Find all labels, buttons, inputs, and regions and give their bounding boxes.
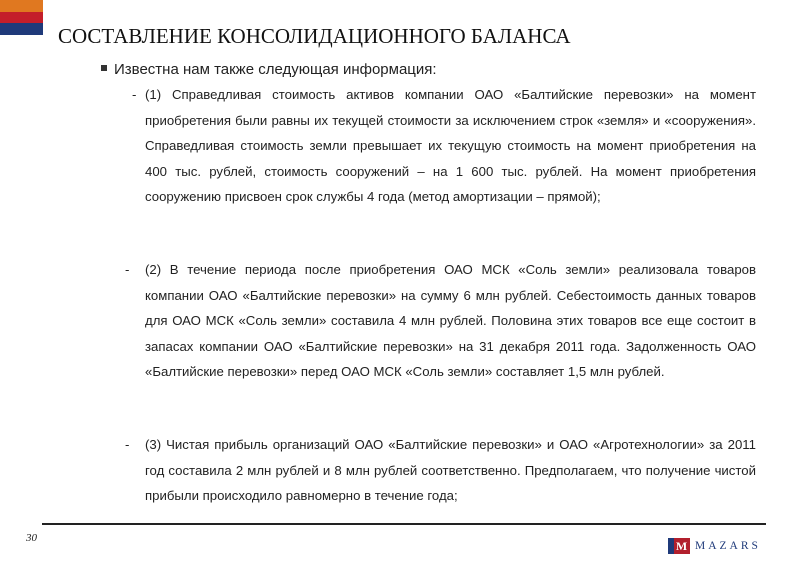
- logo-mark-icon: M: [668, 538, 690, 554]
- corner-stripe-blue: [0, 23, 43, 35]
- list-item: [132, 82, 756, 210]
- list-item: [125, 432, 756, 524]
- square-bullet-icon: [101, 65, 107, 71]
- mazars-logo: [668, 538, 761, 554]
- dash-marker: -: [132, 87, 137, 102]
- dash-marker: -: [125, 262, 130, 277]
- list-item: [125, 257, 756, 385]
- footer-divider: [42, 523, 766, 525]
- item-text: (2) В течение периода после приобретения ОАО МСК «Соль земли» реализовала товаров компании ОАО «Балтийские перевозки» на сумму 6 млн рублей. Себестоимость данных товаров для ОАО МСК «Соль земли» составила 4 млн рублей. Половина этих товаров все еще состоит в запасах компании ОАО «Балтийские перевозки» на 31 декабря 2011 года. Задолженность ОАО «Балтийские перевозки» перед ОАО МСК «Соль земли» составляет 1,5 млн рублей.: [145, 262, 756, 379]
- item-text: (3) Чистая прибыль организаций ОАО «Балтийские перевозки» и ОАО «Агротехнологии» за 2011 год составила 2 млн рублей и 8 млн рублей соответственно. Предполагаем, что получение чистой прибыли происходило равномерно в течение года;: [145, 437, 756, 503]
- logo-wordmark: MAZARS: [695, 540, 761, 552]
- item-text: (1) Справедливая стоимость активов компании ОАО «Балтийские перевозки» на момент приобретения были равны их текущей стоимости за исключением строк «земля» и «сооружения». Справедливая стоимость земли превышает их текущую стоимость на момент приобретения на 400 тыс. рублей, стоимость сооружений – на 1 600 тыс. рублей. На момент приобретения сооружению присвоен срок службы 4 года (метод амортизации – прямой);: [145, 87, 756, 204]
- intro-text: Известна нам также следующая информация:: [114, 61, 437, 78]
- dash-marker: -: [125, 437, 130, 452]
- page-number: 30: [26, 532, 37, 544]
- corner-stripe-orange: [0, 0, 43, 12]
- slide-title: СОСТАВЛЕНИЕ КОНСОЛИДАЦИОННОГО БАЛАНСА: [58, 24, 571, 48]
- intro-bullet: [101, 61, 437, 78]
- corner-stripe-red: [0, 12, 43, 23]
